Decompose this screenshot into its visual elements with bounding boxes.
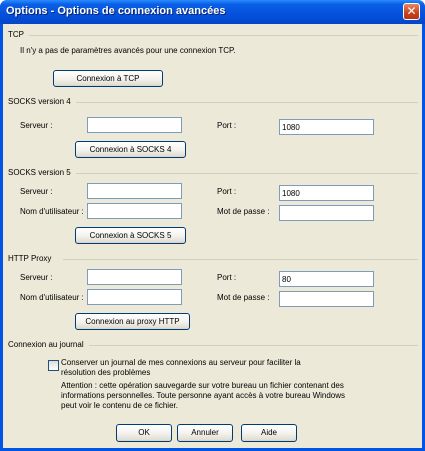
socks5-port-input[interactable] — [279, 185, 374, 201]
socks5-server-label: Serveur : — [20, 187, 53, 196]
socks4-section-title: SOCKS version 4 — [8, 97, 71, 106]
http-password-label: Mot de passe : — [217, 293, 270, 302]
socks4-server-input[interactable] — [87, 117, 182, 133]
http-username-input[interactable] — [87, 289, 182, 305]
close-icon: ✕ — [406, 4, 417, 18]
tcp-divider — [29, 35, 418, 36]
socks5-password-input[interactable] — [279, 205, 374, 221]
socks5-username-label: Nom d'utilisateur : — [20, 207, 84, 216]
title-bar[interactable] — [0, 0, 425, 24]
cancel-button[interactable]: Annuler — [177, 424, 233, 442]
socks4-port-label: Port : — [217, 121, 237, 130]
http-server-label: Serveur : — [20, 273, 53, 282]
keep-log-label-line1[interactable]: Conserver un journal de mes connexions au serveur pour faciliter la — [61, 358, 301, 367]
tcp-message: Il n'y a pas de paramètres avancés pour une connexion TCP. — [20, 46, 236, 55]
socks4-divider — [76, 102, 418, 103]
close-button[interactable] — [403, 3, 420, 20]
ok-button[interactable]: OK — [116, 424, 172, 442]
http-section-title: HTTP Proxy — [8, 254, 52, 263]
socks4-server-label: Serveur : — [20, 121, 53, 130]
socks5-port-label: Port : — [217, 187, 237, 196]
log-section-title: Connexion au journal — [8, 340, 84, 349]
http-port-label: Port : — [217, 273, 237, 282]
log-divider — [89, 345, 418, 346]
log-warning-line1: Attention : cette opération sauvegarde sur votre bureau un fichier contenant des — [61, 381, 344, 390]
http-username-label: Nom d'utilisateur : — [20, 293, 84, 302]
socks5-username-input[interactable] — [87, 203, 182, 219]
connect-socks4-button[interactable]: Connexion à SOCKS 4 — [75, 141, 186, 158]
http-password-input[interactable] — [279, 291, 374, 307]
log-warning-line2: informations personnelles. Toute personne ayant accès à votre bureau Windows — [61, 391, 346, 400]
help-button[interactable]: Aide — [241, 424, 297, 442]
http-server-input[interactable] — [87, 269, 182, 285]
socks5-section-title: SOCKS version 5 — [8, 168, 71, 177]
keep-log-checkbox[interactable] — [48, 360, 59, 371]
socks5-server-input[interactable] — [87, 183, 182, 199]
tcp-section-title: TCP — [8, 30, 24, 39]
http-divider — [63, 259, 418, 260]
connect-tcp-button[interactable]: Connexion à TCP — [53, 70, 163, 87]
socks5-divider — [76, 173, 418, 174]
http-port-input[interactable] — [279, 271, 374, 287]
socks5-password-label: Mot de passe : — [217, 207, 270, 216]
connect-http-proxy-button[interactable]: Connexion au proxy HTTP — [75, 313, 190, 330]
keep-log-label-line2[interactable]: résolution des problèmes — [61, 368, 151, 377]
connect-socks5-button[interactable]: Connexion à SOCKS 5 — [75, 227, 186, 244]
log-warning-line3: peut voir le contenu de ce fichier. — [61, 401, 178, 410]
window-title: Options - Options de connexion avancées — [6, 5, 226, 17]
socks4-port-input[interactable] — [279, 119, 374, 135]
dialog-body — [3, 24, 422, 448]
